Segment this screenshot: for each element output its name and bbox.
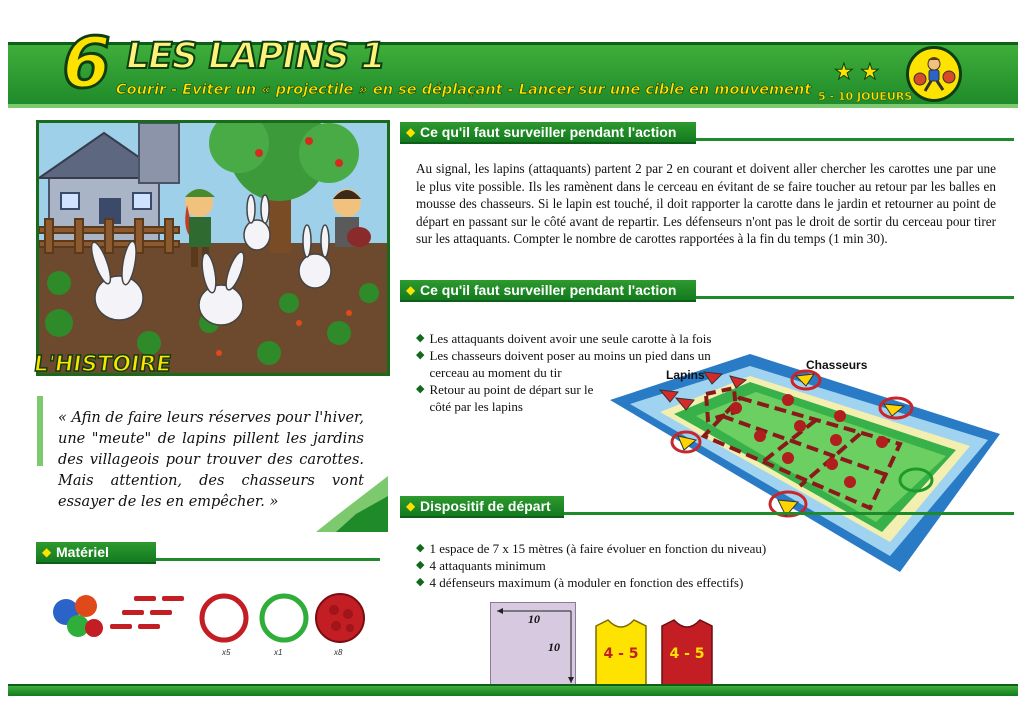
list-item: ◆ Retour au point de départ sur le côté par les lapins [416, 382, 594, 414]
red-ball-icon [316, 594, 364, 642]
green-hoop-count: x1 [274, 648, 283, 657]
lesson-subtitle: Courir - Eviter un « projectile » en se déplaçant - Lancer sur une cible en mouvement [116, 82, 812, 98]
diamond-icon: ◆ [416, 559, 425, 571]
materials-icons [48, 590, 368, 650]
list-item: ◆ 4 attaquants minimum [416, 558, 546, 573]
section-rule [156, 558, 380, 561]
list-item: ◆ 1 espace de 7 x 15 mètres (à faire évoluer en fonction du niveau) [416, 541, 767, 556]
yellow-bib-label: 4 - 5 [603, 646, 639, 662]
story-illustration [36, 120, 390, 376]
diamond-icon: ◆ [406, 125, 416, 139]
lesson-title: LES LAPINS 1 [122, 36, 388, 77]
diamond-icon: ◆ [416, 576, 425, 588]
diamond-icon: ◆ [416, 349, 425, 361]
running-child-icon [909, 49, 959, 99]
section-header-dispositif: ◆ Dispositif de départ [400, 496, 564, 518]
red-ball-count: x8 [334, 648, 343, 657]
section-rule [696, 296, 1014, 299]
diamond-icon: ◆ [416, 542, 425, 554]
section-rule [564, 512, 1014, 515]
red-hoop-count: x5 [222, 648, 231, 657]
foam-balls-icon [53, 595, 103, 637]
header-stripe [8, 104, 1018, 108]
rules-paragraph: Au signal, les lapins (attaquants) partent 2 par 2 en courant et doivent aller chercher les carottes une par une le plus vite possible. Ils les ramènent dans le cerceau en évitant de se faire toucher au retour par les balles en mousse des chasseurs. Si le lapin est touché, il doit rapporter la carotte dans le jardin et retourner au point de départ en passant sur le côté avant de repartir. Les défenseurs n'ont pas le droit de sortir du cerceau pour tirer sur les attaquants. Compter le nombre de carottes rapportées à la fin du temps (1 min 30). [416, 161, 996, 246]
setup-list [416, 540, 836, 591]
list-item: ◆ Les attaquants doivent avoir une seule carotte à la fois [416, 331, 712, 346]
section-header-materiel: ◆ Matériel [36, 542, 156, 564]
area-width: 10 [528, 612, 540, 626]
diamond-icon: ◆ [406, 499, 416, 513]
green-hoop-icon [262, 596, 306, 640]
star-icon: ★ [834, 60, 854, 85]
diamond-icon: ◆ [406, 283, 416, 297]
section-rule [696, 138, 1014, 141]
field-diagram [600, 346, 1012, 572]
area-height: 10 [548, 640, 560, 654]
label-lapins: Lapins [666, 368, 705, 382]
diamond-icon: ◆ [42, 545, 52, 559]
player-badge [906, 46, 962, 102]
list-item: ◆ Les chasseurs doivent poser au moins un pied dans un cerceau au moment du tir [416, 348, 711, 380]
red-hoop-icon [202, 596, 246, 640]
story-text: « Afin de faire leurs réserves pour l'hiver, une "meute" de lapins pillent les jardins des villageois pour trouver des carottes. Mais attention, des chasseurs vont essayer de les en empêcher. » [58, 410, 364, 510]
red-bib-label: 4 - 5 [669, 646, 705, 662]
players-count: 5 - 10 JOUEURS [818, 90, 913, 103]
story-tag: L'HISTOIRE [32, 352, 173, 377]
list-item: ◆ 4 défenseurs maximum (à moduler en fonction des effectifs) [416, 575, 744, 590]
label-chasseurs: Chasseurs [806, 358, 868, 372]
lesson-number: 6 [54, 22, 118, 104]
section-header-surveiller-2: ◆ Ce qu'il faut surveiller pendant l'action [400, 280, 696, 302]
section-header-surveiller: ◆ Ce qu'il faut surveiller pendant l'action [400, 122, 696, 144]
star-icon: ★ [860, 60, 880, 85]
diamond-icon: ◆ [416, 383, 425, 395]
footer-band [8, 684, 1018, 696]
carrot-markers-icon [110, 596, 184, 629]
diamond-icon: ◆ [416, 332, 425, 344]
